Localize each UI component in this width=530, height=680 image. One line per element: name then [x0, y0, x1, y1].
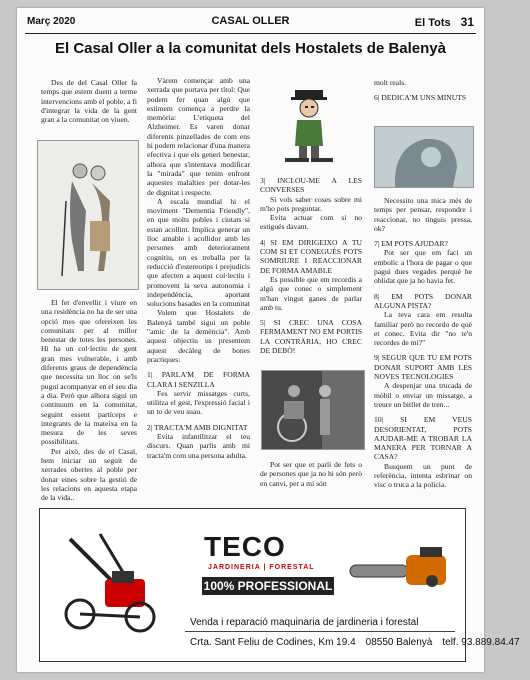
column-1-top	[41, 78, 137, 124]
page-number: 31	[460, 15, 474, 29]
head-profile-image	[375, 127, 473, 187]
page-header	[25, 14, 476, 30]
ad-postal-code: 08550 Balenyà	[365, 637, 433, 648]
newspaper-page	[17, 8, 520, 672]
tip-heading: 5| SI CREC UNA COSA FERMAMENT NO EM PORTIS LA CONTRÀRIA, HO CREC DE DEBÒ!	[260, 318, 362, 356]
ad-description: Venda i reparació maquinaria de jardineria i forestal	[190, 617, 419, 628]
tip-heading: 9| SEGUR QUE TU EM POTS DONAR SUPORT AMB LES NOVES TECNOLOGIES	[374, 353, 472, 382]
column-4-bottom	[374, 196, 472, 490]
wheelchair-scene	[262, 371, 364, 449]
tip-heading: 10| SI EM VEUS DESORIENTAT, POTS AJUDAR-ME A TROBAR LA MANERA PER TORNAR A CASA?	[374, 415, 472, 462]
paragraph: Busquem un punt de referència, intenta esbrinar on visc o truca a la policia.	[374, 461, 472, 490]
tip-heading: 3| INCLOU-ME A LES CONVERSES	[260, 176, 362, 195]
paragraph: molt reals.	[374, 78, 407, 87]
paragraph: Per això, des de el Casal, hem iniciar un seguit de xerrades obertes al poble per donar eines sobre la gestió de les relacions en aquesta etapa de la vida..	[41, 446, 137, 503]
tip-heading: 7| EM POTS AJUDAR?	[374, 239, 448, 249]
tip-heading: 4| SI EM DIRIGEIXO A TU COM SI ET CONEGUÉS POTS SOMRIURE I REACCIONAR DE FORMA AMABLE	[260, 237, 362, 275]
teco-advertisement	[39, 508, 520, 662]
man-with-hat-drawing	[265, 84, 353, 166]
column-4-top	[374, 78, 472, 103]
ad-divider	[185, 631, 455, 632]
paragraph: Des de del Casal Oller fa temps que estem duent a terme intervencions amb el poble, a fi d'integrar la vida de la gent gran a la comunitat on viuen.	[41, 78, 137, 125]
ad-contact	[190, 637, 530, 648]
professional-badge: 100% PROFESSIONAL	[203, 579, 333, 593]
article-headline: El Casal Oller a la comunitat dels Hostalets de Balenyà	[55, 40, 446, 57]
paragraph: Pot ser que em faci un embolic a l'hora de pagar o que pagui dues vegades perquè he oblidat que ja ho havia fet.	[374, 248, 472, 286]
tip-heading: 6| DEDICA'M UNS MINUTS	[374, 93, 467, 103]
teco-tagline: JARDINERIA | FORESTAL	[208, 564, 315, 571]
ad-address: Crta. Sant Feliu de Codines, Km 19.4	[190, 637, 356, 648]
tip-heading: 8| EM POTS DONAR ALGUNA PISTA?	[374, 291, 472, 310]
paragraph: Es possible que em recordis a algú que conec o simplement m'han vingut ganes de parlar amb tu.	[260, 274, 362, 312]
paragraph: Fes servir missatges curts, utilitza el gest, l'expressió facial i un to de veu suau.	[147, 388, 250, 417]
header-rule	[25, 33, 476, 34]
elderly-couple-illustration	[37, 140, 139, 290]
tiller-machine-icon	[50, 529, 170, 639]
paragraph: Si vols saber coses sobre mi m'ho pots preguntar.	[260, 194, 362, 213]
wheelchair-photo	[261, 370, 365, 450]
paragraph: Volem que Hostalets de Balenyà també sigui un poble "amic de la demència". Amb aquest objectiu us presentem aquest decàleg de bones practiques:	[147, 308, 250, 364]
tip-heading: 2| TRACTA'M AMB DIGNITAT	[147, 422, 248, 432]
paragraph: Evita infantilitzar el teu discurs. Quan parlis amb mi tracta'm com una persona adulta.	[147, 431, 250, 460]
forgetful-man-illustration	[265, 84, 353, 166]
paragraph: Necessito una mica més de temps per pensar, respondre i reaccionar, no tinguis pressa, ok?	[374, 196, 472, 233]
paragraph: Vàrem començar amb una xerrada que portava per títol: Que podem fer quan algú que estimem comença a perdre la memòria: L'etiqueta del Alzheimer. Es varen donar diferents pinzellades de com ens hi podem relacionar d'una manera efectiva i que els generi benestar, alhora que s'intentava modificar la "mirada" que tenim enfront aquestes malalties per dotar-les de dignitat i respecte.	[147, 76, 250, 197]
publication-info	[415, 15, 474, 29]
head-memory-photo	[374, 126, 474, 188]
issue-date: Març 2020	[27, 16, 76, 27]
ad-phone: telf. 93.889.84.47	[442, 637, 520, 648]
tip-heading: 1| PARLA'M DE FORMA CLARA I SENZILLA	[147, 370, 250, 389]
column-3-bottom	[260, 460, 362, 488]
paragraph: A escala mundial hi el moviment "Dementia Friendly", en que molts pobles i ciutats si estan acollint. Implica generar un lloc amable i acollidor amb les persones amb deteriorament cognitiu, on es treballa per la reducció d'estereotips i prejudicis que afecten a aquest col·lectiu i promovent la seva autonomia i independència, aportant solucions basades en la comunitat	[147, 196, 250, 309]
column-3-top	[260, 176, 362, 355]
paragraph: La teva cara em resulta familiar però no recordo de què et conec. Evita dir "no te'n recordes de mi?"	[374, 310, 472, 348]
elderly-couple-drawing	[38, 141, 138, 289]
paragraph: El fet d'envellir i viure en una residència no ha de ser una opció mes que ofereixen les comunitats per al millor benestar de totes les persones. Hi ha un col·lectiu de gent gran mes vulnerable, i amb diferents graus de dependència que necessita un lloc on se'ls pugui acompanyar en el seu dia a dia. Però que alhora sigui un continuum en la comunitat, seguint essent partíceps e integrants de la mateixa en la mesura de les seves possibilitats.	[41, 298, 137, 447]
teco-logo: TECO	[204, 531, 286, 562]
chainsaw-icon	[350, 543, 458, 603]
publication-name: El Tots	[414, 17, 451, 29]
column-2	[147, 76, 250, 460]
section-title: CASAL OLLER	[211, 15, 290, 27]
paragraph: A despenjar una trucada de mòbil o enviar un missatge, a treure un bitllet de tren...	[374, 381, 472, 409]
column-1-bottom	[41, 298, 137, 503]
paragraph: Evita actuar com si no estigués davant.	[260, 213, 362, 232]
paragraph: Pot ser que et parli de fets o de persones que ja no hi són però en canvi, per a mi són	[260, 460, 362, 488]
